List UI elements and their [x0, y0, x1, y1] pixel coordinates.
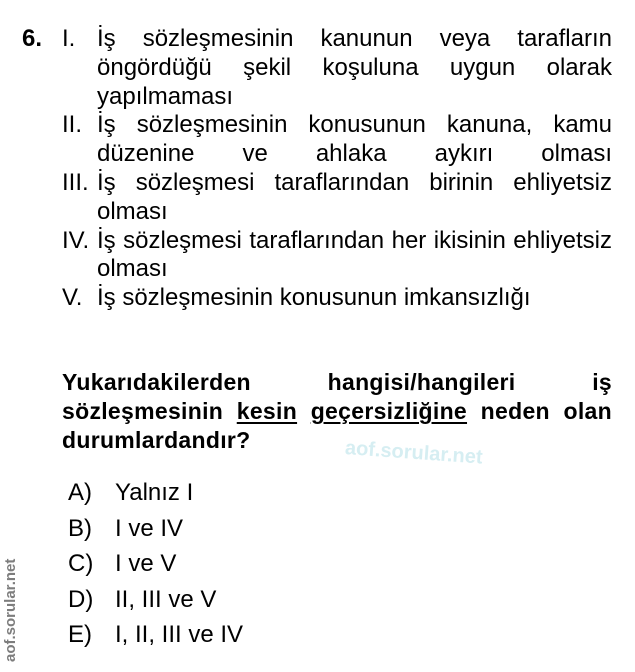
- statement-list: [62, 25, 612, 313]
- statement-numeral: II.: [62, 111, 83, 139]
- option-letter: D): [68, 585, 94, 613]
- statement-item-5: [62, 284, 612, 313]
- option-e[interactable]: [68, 620, 243, 656]
- statement-text: İş sözleşmesinin konusunun kanuna, kamu düzenine ve ahlaka aykırı olması: [97, 111, 612, 168]
- option-text: II, III ve V: [115, 585, 217, 613]
- option-d[interactable]: [68, 585, 243, 621]
- option-text: I, II, III ve IV: [115, 621, 244, 648]
- stem-emphasis-kesin: kesin: [236, 398, 298, 424]
- watermark-side: aof.sorular.net: [2, 558, 19, 662]
- option-letter: A): [68, 479, 92, 506]
- statement-text: İş sözleşmesinin konusunun imkansızlığı: [97, 284, 531, 312]
- statement-text: İş sözleşmesi taraflarından birinin ehliyetsiz olması: [97, 168, 612, 225]
- stem-text: Yukarıdakilerden hangisi/hangileri iş sözleşmesinin: [62, 369, 612, 424]
- watermark-inline: aof.sorular.net: [344, 437, 484, 469]
- statement-numeral: IV.: [62, 226, 90, 254]
- option-a[interactable]: [68, 478, 243, 514]
- option-letter: B): [68, 514, 92, 542]
- stem-text-end: neden olan durumlardandır?: [62, 398, 612, 453]
- statement-numeral: I.: [62, 25, 76, 52]
- option-b[interactable]: [68, 514, 243, 550]
- statement-text: İş sözleşmesinin kanunun veya tarafların öngördüğü şekil koşuluna uygun olarak yapılmaması: [97, 25, 612, 110]
- option-letter: C): [68, 550, 94, 577]
- question-stem: [62, 368, 612, 455]
- statement-item-2: [62, 111, 612, 169]
- option-c[interactable]: [68, 549, 243, 585]
- stem-space: [297, 398, 311, 424]
- statement-item-4: [62, 227, 612, 285]
- option-text: I ve IV: [115, 514, 184, 542]
- answer-options: [68, 478, 243, 656]
- question-number: 6.: [22, 25, 43, 52]
- statement-numeral: V.: [62, 284, 83, 312]
- option-text: Yalnız I: [115, 479, 194, 506]
- stem-emphasis-gecersizligine: geçersizliğine: [310, 398, 468, 424]
- statement-item-1: [62, 25, 612, 111]
- option-letter: E): [68, 621, 92, 648]
- statement-item-3: [62, 169, 612, 227]
- statement-numeral: III.: [62, 168, 89, 196]
- option-text: I ve V: [115, 550, 177, 577]
- statement-text: İş sözleşmesi taraflarından her ikisinin ehliyetsiz olması: [97, 226, 612, 283]
